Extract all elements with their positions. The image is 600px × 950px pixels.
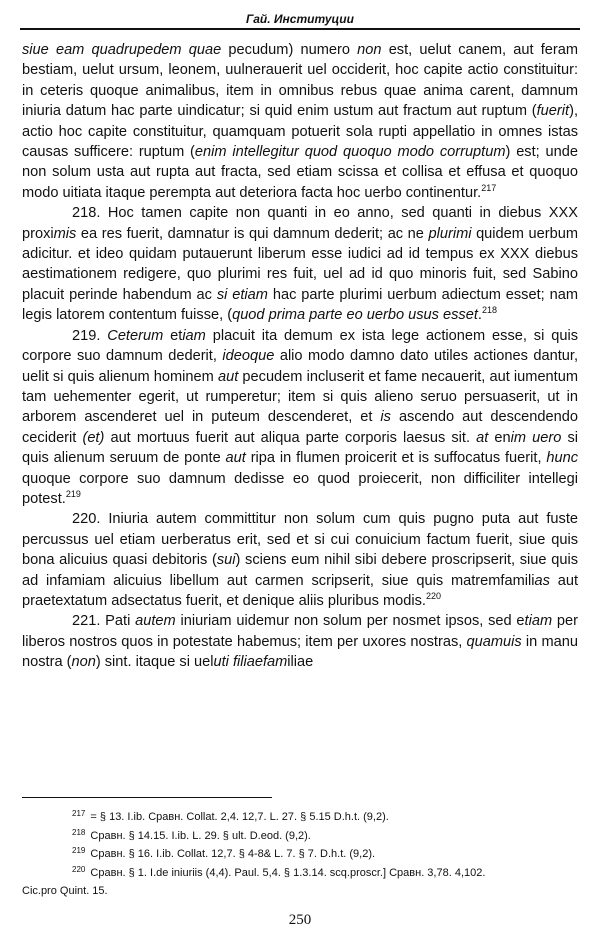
paragraph-intro bbox=[22, 40, 578, 203]
footnote-ref: 219 bbox=[65, 488, 81, 499]
italic-run: non bbox=[71, 654, 96, 671]
paragraph-218 bbox=[22, 203, 578, 325]
footnote-text: Сравн. § 1. I.de iniuriis (4,4). Paul. 5,4. § 1.3.14. scq.proscr.] Сравн. 3,78. 4,102. bbox=[90, 866, 486, 879]
text-run: est, uelut canem, aut feram bestiam, uelut ursum, leonem, uulnerauerit uel occiderit, hoc capite actio constituitur: in ceteris quoque animalibus, item in omnibus rebus quae anima carent, damnum iniuria datum hac parte uindicatur; si quid enim ustum aut fractum aut ruptum ( bbox=[22, 42, 579, 120]
footnote-220 bbox=[22, 864, 578, 883]
text-run: iniuriam uidemur non solum per nosmet ipsos, sed e bbox=[175, 613, 525, 630]
text-run: 221. Pati bbox=[72, 613, 136, 630]
text-run: si quis alienum seruum de ponte bbox=[22, 429, 578, 467]
italic-run: enim intellegitur quod quoquo modo corruptum bbox=[194, 144, 506, 161]
italic-run: non bbox=[357, 42, 382, 58]
text-run: ascendo aut descendendo ceciderit bbox=[22, 409, 578, 446]
footnote-ref: 218 bbox=[481, 305, 497, 316]
footnote-rule bbox=[22, 797, 272, 798]
text-run: . bbox=[477, 307, 482, 324]
text-run: aut praetextatum adsectatus fuerit, et denique aliis pluribus modis. bbox=[22, 572, 579, 609]
text-run: ), actio hoc capite constituitur, quamquam potuerit sola rupti appellatio in omnes istas causas sufficere: ruptum ( bbox=[22, 103, 578, 161]
italic-run: ideoque bbox=[222, 348, 275, 365]
italic-run: fuerit bbox=[536, 103, 570, 120]
footnote-ref: 220 bbox=[425, 590, 442, 601]
footnote-217 bbox=[22, 808, 578, 827]
text-run: alio modo damno dato utiles actiones dantur, uelit si quis alienum hominem bbox=[22, 348, 579, 385]
text-run: 219. bbox=[72, 327, 108, 344]
footnote-number: 220 bbox=[72, 864, 86, 874]
page-number: 250 bbox=[288, 912, 312, 928]
footnote-ref: 217 bbox=[481, 182, 497, 193]
footnote-number: 219 bbox=[72, 846, 86, 855]
text-run: en bbox=[488, 429, 511, 446]
running-header bbox=[20, 12, 580, 30]
italic-run: is bbox=[380, 409, 391, 426]
italic-run: quod prima parte eo uerbo usus esset bbox=[232, 307, 478, 324]
italic-run: filiaefam bbox=[232, 654, 288, 671]
italic-run: as bbox=[534, 572, 550, 589]
italic-run: mis bbox=[53, 225, 77, 242]
italic-run: aut bbox=[225, 450, 246, 467]
text-run: iliae bbox=[287, 654, 314, 671]
italic-run: hunc bbox=[546, 450, 578, 467]
italic-run: autem bbox=[135, 613, 176, 630]
italic-run: im uero bbox=[510, 429, 562, 446]
italic-run: uti bbox=[213, 654, 229, 671]
italic-run: at bbox=[476, 429, 489, 446]
italic-run: Ceterum bbox=[107, 327, 164, 344]
italic-run: (et) bbox=[82, 429, 105, 446]
footnote-text: = § 13. I.ib. Сравн. Collat. 2,4. 12,7. L. 27. § 5.15 D.h.t. (9,2). bbox=[90, 811, 389, 823]
italic-run: tiam bbox=[524, 613, 553, 630]
footnotes bbox=[22, 808, 578, 901]
italic-run: sui bbox=[216, 552, 236, 569]
paragraph-220 bbox=[22, 509, 578, 611]
italic-run: plurimi bbox=[428, 225, 472, 242]
paragraph-219 bbox=[22, 326, 578, 510]
text-run: et bbox=[163, 327, 183, 344]
italic-run: quamuis bbox=[466, 633, 522, 650]
footnote-218 bbox=[22, 827, 578, 846]
text-run: quoque corpore suo damnum dedisse eo quod proiecerit, non difficiliter intellegi potest. bbox=[22, 470, 578, 507]
text-run: ea res fuerit, damnatur is qui damnum dederit; ac ne bbox=[76, 225, 429, 242]
footnote-number: 218 bbox=[72, 827, 86, 837]
text-run: ) sint. itaque si uel bbox=[95, 654, 214, 671]
text-run: hac parte plurimi uerbum adiectum esset; nam legis latorem contentum fuisse, ( bbox=[22, 286, 578, 324]
footnote-text: Сравн. § 16. I.ib. Collat. 12,7. § 4-8& L. 7. § 7. D.h.t. (9,2). bbox=[90, 848, 376, 860]
text-run: in manu nostra ( bbox=[22, 633, 578, 671]
italic-run: aut bbox=[217, 368, 239, 385]
text-run: pecudem incluserit et fame necauerit, aut iumentum tam uehementer egerit, ut rumperetur; item si quis alieno seruo persuaserit, ut in arborem ascenderet uel in puteum descenderet, et bbox=[22, 368, 579, 426]
text-run: ripa in flumen proicerit et is suffocatus fuerit, bbox=[245, 450, 547, 467]
text-run: per liberos nostros quos in potestate habemus; item per uxores nostras, bbox=[22, 613, 578, 650]
text-run: aut mortuus fuerit aut aliqua parte corporis laesus sit. bbox=[104, 429, 477, 446]
text-run: ) est; unde non solum usta aut rupta aut fracta, sed etiam scissa et collisa et effusa et quoquo modo uitiata itaque perempta aut deteriora facta hoc uerbo continentur. bbox=[22, 144, 578, 201]
main-text bbox=[22, 40, 578, 673]
italic-run: siue eam quadrupedem quae bbox=[22, 42, 222, 58]
text-run: quidem uerbum adicitur. et ideo quidam putauerunt liberum esse iudici ad id tempus ex XXX diebus aestimationem redigere, quo plurimi res fuit, uel ad id quo minoris fuit, sed Sabino placuit perinde habendum ac bbox=[22, 225, 578, 303]
footnote-220-continued: Cic.pro Quint. 15. bbox=[22, 885, 108, 897]
text-run: placuit ita demum ex ista lege actionem esse, si quis corpore suo damnum dederit, bbox=[22, 327, 578, 365]
footnote-number: 217 bbox=[72, 809, 86, 818]
italic-run: si etiam bbox=[216, 286, 268, 303]
text-run: pecudum) numero bbox=[221, 42, 358, 58]
text-run: 218. Hoc tamen capite non quanti in eo anno, sed quanti in diebus XXX proxi bbox=[22, 205, 578, 242]
text-run: 220. Iniuria autem committitur non solum cum quis pugno puta aut fuste percussus uel etiam uerberatus erit, sed et si cui conuicium factum fuerit, siue quis bona alicuius quasi debitoris ( bbox=[22, 511, 578, 569]
footnote-219 bbox=[22, 845, 578, 864]
text-run: ) sciens eum nihil sibi debere proscripserit, siue quis ad infamiam alicuius libellum aut carmen scripserit, siue quis matremfamili bbox=[22, 552, 578, 589]
italic-run: iam bbox=[182, 327, 206, 344]
running-title: Гай. Институции bbox=[246, 12, 354, 26]
footnote-text: Сравн. § 14.15. I.ib. L. 29. § ult. D.eod. (9,2). bbox=[90, 829, 311, 842]
paragraph-221 bbox=[22, 611, 578, 672]
